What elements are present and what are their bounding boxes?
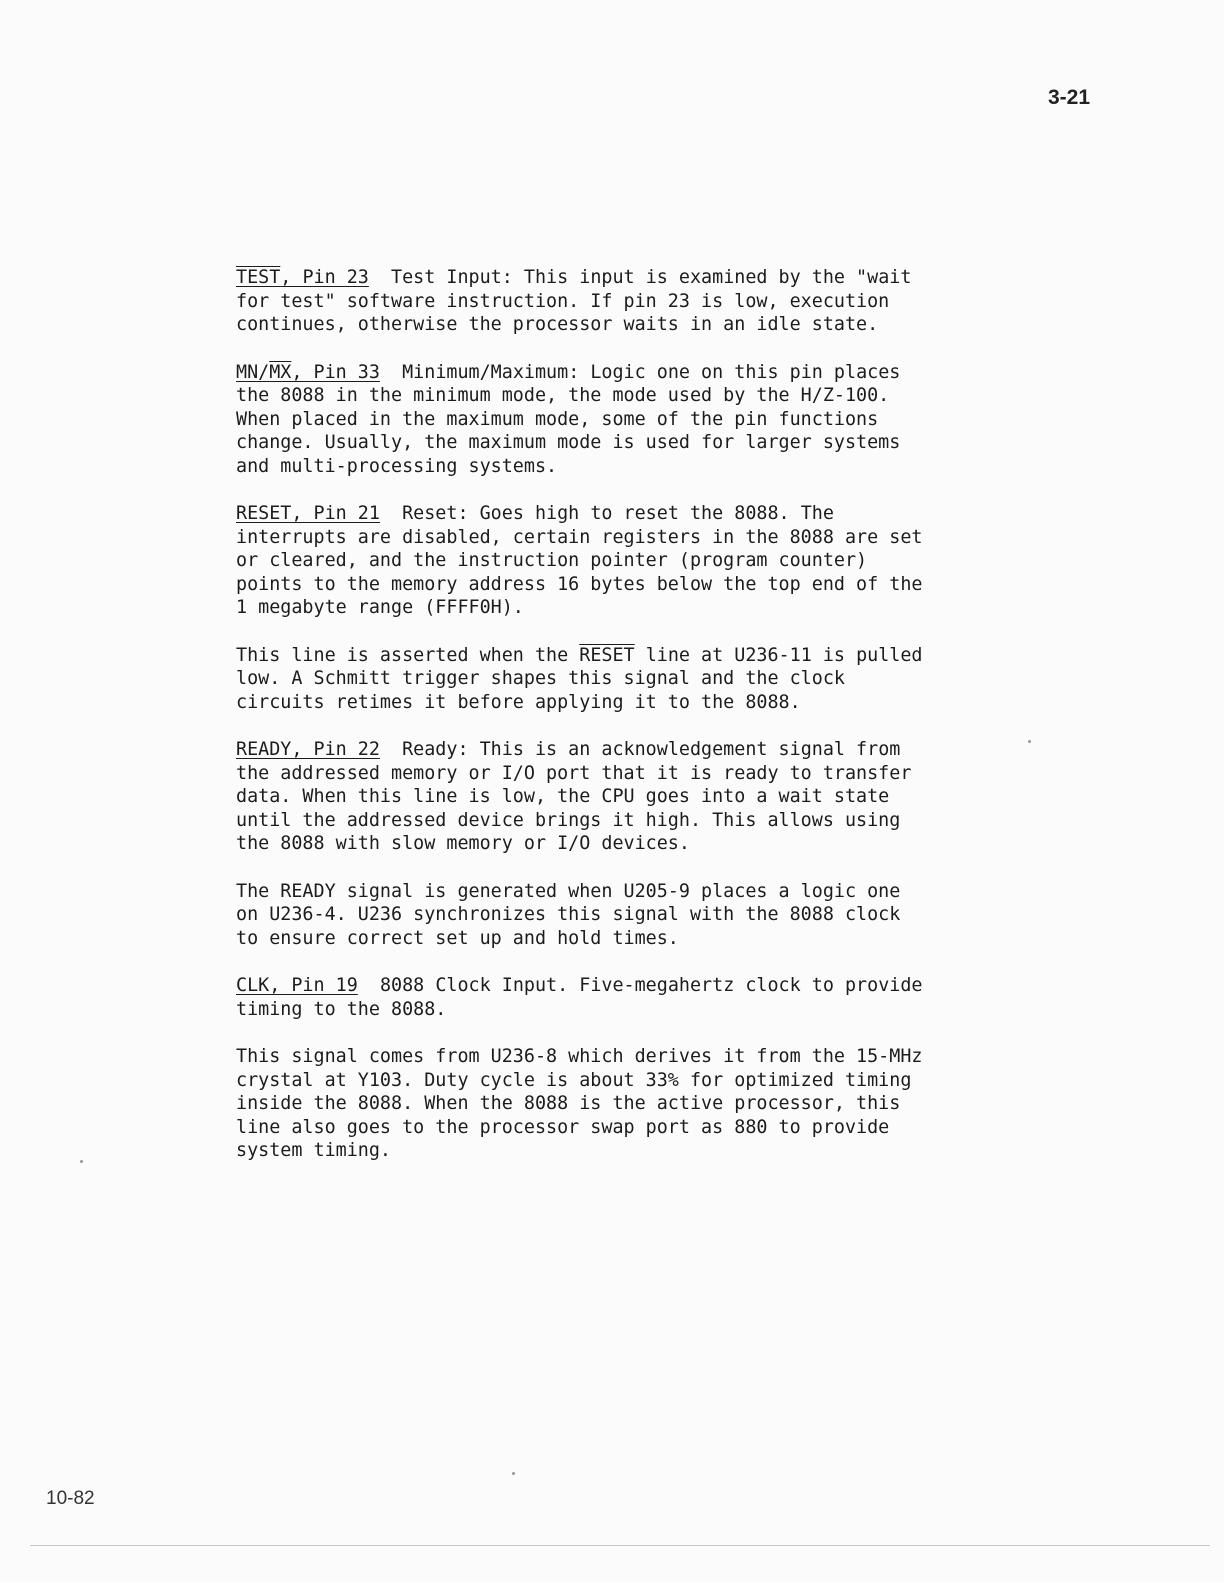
paragraph-body: line at U236-11 is pulled low. A Schmitt trigger shapes this signal and the clock circuits retimes it before applying it to the 8088. bbox=[236, 644, 923, 713]
paragraph-ready-detail bbox=[236, 880, 926, 951]
page-body bbox=[236, 266, 926, 1187]
paragraph-body: Ready: This is an acknowledgement signal from the addressed memory or I/O port that it is ready to transfer data. When this line is low, the CPU goes into a wait state until the addressed device brings it high. This allows using the 8088 with slow memory or I/O devices. bbox=[236, 739, 912, 854]
paragraph-body: Minimum/Maximum: Logic one on this pin places the 8088 in the minimum mode, the mode used by the H/Z-100. When placed in the maximum mode, some of the pin functions change. Usually, the maximum mode is used for larger systems and multi-processing systems. bbox=[236, 361, 901, 477]
paragraph-body: This line is asserted when the bbox=[236, 644, 580, 666]
scan-speck bbox=[80, 1160, 83, 1163]
heading-ready-pin: READY, Pin 22 bbox=[236, 739, 380, 760]
scan-speck bbox=[1028, 740, 1031, 743]
paragraph-mnmx-pin bbox=[236, 361, 926, 479]
paragraph-clk-detail bbox=[236, 1045, 926, 1163]
overlined-signal: RESET bbox=[579, 644, 635, 666]
heading-clk-pin: CLK, Pin 19 bbox=[236, 975, 358, 996]
paragraph-reset-detail bbox=[236, 644, 926, 715]
paragraph-clk-pin bbox=[236, 974, 926, 1021]
paragraph-ready-pin bbox=[236, 738, 926, 856]
overlined-signal: MX bbox=[269, 361, 292, 383]
paragraph-body: Test Input: This input is examined by the "wait for test" software instruction. If pin 23 is low, execution continues, otherwise the processor waits in an idle state. bbox=[236, 267, 912, 335]
heading-test-pin bbox=[236, 267, 369, 288]
scan-edge-line bbox=[30, 1545, 1210, 1546]
footer-date-code: 10-82 bbox=[46, 1488, 95, 1509]
heading-text: , Pin 33 bbox=[291, 361, 380, 383]
heading-text: , Pin 23 bbox=[280, 267, 369, 288]
heading-text: MN/ bbox=[236, 361, 270, 383]
paragraph-body: Reset: Goes high to reset the 8088. The interrupts are disabled, certain registers in the 8088 are set or cleared, and the instruction pointer (program counter) points to the memory address 16 bytes below the top end of the 1 megabyte range (FFFF0H). bbox=[236, 503, 923, 618]
paragraph-body: The READY signal is generated when U205-9 places a logic one on U236-4. U236 synchronizes this signal with the 8088 clock to ensure correct set up and hold times. bbox=[236, 880, 901, 949]
scan-speck bbox=[512, 1472, 515, 1475]
paragraph-test-pin bbox=[236, 266, 926, 337]
heading-mnmx-pin bbox=[236, 362, 380, 383]
paragraph-body: This signal comes from U236-8 which derives it from the 15-MHz crystal at Y103. Duty cycle is about 33% for optimized timing inside the 8088. When the 8088 is the active processor, this line also goes to the processor swap port as 880 to provide system timing. bbox=[236, 1046, 923, 1161]
paragraph-body: 8088 Clock Input. Five-megahertz clock to provide timing to the 8088. bbox=[236, 975, 923, 1020]
paragraph-reset-pin bbox=[236, 502, 926, 620]
overlined-signal: TEST bbox=[236, 267, 281, 288]
page-number: 3-21 bbox=[1047, 86, 1090, 109]
heading-reset-pin: RESET, Pin 21 bbox=[236, 503, 380, 524]
